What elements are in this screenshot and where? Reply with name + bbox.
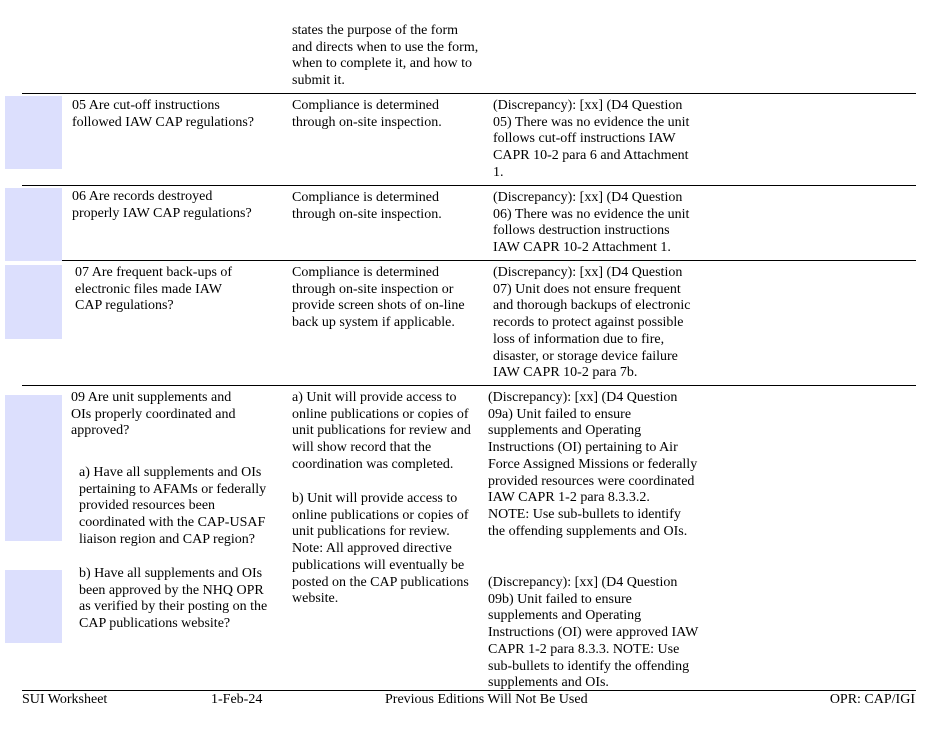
discrepancy-09b: (Discrepancy): [xx] (D4 Question 09b) Unit failed to ensure supplements and Operating Instructions (OI) were approved IAW CAPR 1-2 para 8.3.3. NOTE: Use sub-bullets to identify the offending supplements and OIs. — [488, 575, 699, 691]
status-box-q05[interactable] — [5, 96, 62, 169]
footer-date: 1-Feb-24 — [211, 692, 263, 707]
status-box-q09a[interactable] — [5, 395, 62, 541]
discrepancy-05: (Discrepancy): [xx] (D4 Question 05) There was no evidence the unit follows cut-off instructions IAW CAPR 10-2 para 6 and Attachment 1. — [493, 98, 690, 180]
compliance-07: Compliance is determined through on-site inspection or provide screen shots of on-line back up system if applicable. — [292, 265, 465, 331]
discrepancy-07: (Discrepancy): [xx] (D4 Question 07) Unit does not ensure frequent and thorough backups of electronic records to protect against possible loss of information due to fire, disaster, or storage device failure IAW CAPR 10-2 para 7b. — [493, 265, 691, 381]
question-06: 06 Are records destroyed properly IAW CAP regulations? — [72, 189, 252, 221]
row-divider — [22, 93, 916, 94]
status-box-q07[interactable] — [5, 265, 62, 339]
status-box-q09b[interactable] — [5, 570, 62, 643]
intro-text: states the purpose of the form and directs when to use the form, when to complete it, and how to submit it. — [292, 23, 479, 89]
question-09b: b) Have all supplements and OIs been approved by the NHQ OPR as verified by their posting on the CAP publications website? — [79, 566, 268, 632]
discrepancy-06: (Discrepancy): [xx] (D4 Question 06) There was no evidence the unit follows destruction instructions IAW CAPR 10-2 Attachment 1. — [493, 190, 690, 256]
compliance-06: Compliance is determined through on-site inspection. — [292, 190, 442, 222]
question-07: 07 Are frequent back-ups of electronic files made IAW CAP regulations? — [75, 265, 233, 314]
status-box-q06[interactable] — [5, 188, 62, 261]
question-09: 09 Are unit supplements and OIs properly coordinated and approved? — [71, 390, 236, 439]
footer-divider — [22, 690, 916, 691]
discrepancy-09a: (Discrepancy): [xx] (D4 Question 09a) Unit failed to ensure supplements and Operating Instructions (OI) pertaining to Air Force Assigned Missions or federally provided resources were coordinated IAW CAPR 1-2 para 8.3.3.2. NOTE: Use sub-bullets to identify the offending supplements and OIs. — [488, 390, 698, 539]
compliance-09a: a) Unit will provide access to online publications or copies of unit publications for review and will show record that the coordination was completed. — [292, 390, 471, 472]
question-05: 05 Are cut-off instructions followed IAW CAP regulations? — [72, 98, 255, 130]
row-divider — [22, 385, 916, 386]
row-divider — [22, 185, 916, 186]
footer-opr: OPR: CAP/IGI — [829, 692, 915, 707]
row-divider — [22, 260, 916, 261]
footer-title: SUI Worksheet — [22, 692, 108, 707]
question-09a: a) Have all supplements and OIs pertaining to AFAMs or federally provided resources been coordinated with the CAP-USAF liaison region and CAP region? — [79, 465, 267, 547]
compliance-05: Compliance is determined through on-site inspection. — [292, 98, 442, 130]
footer-notice: Previous Editions Will Not Be Used — [385, 692, 588, 707]
compliance-09b: b) Unit will provide access to online publications or copies of unit publications for review. Note: All approved directive publications will eventually be posted on the CAP publications website. — [292, 491, 469, 607]
